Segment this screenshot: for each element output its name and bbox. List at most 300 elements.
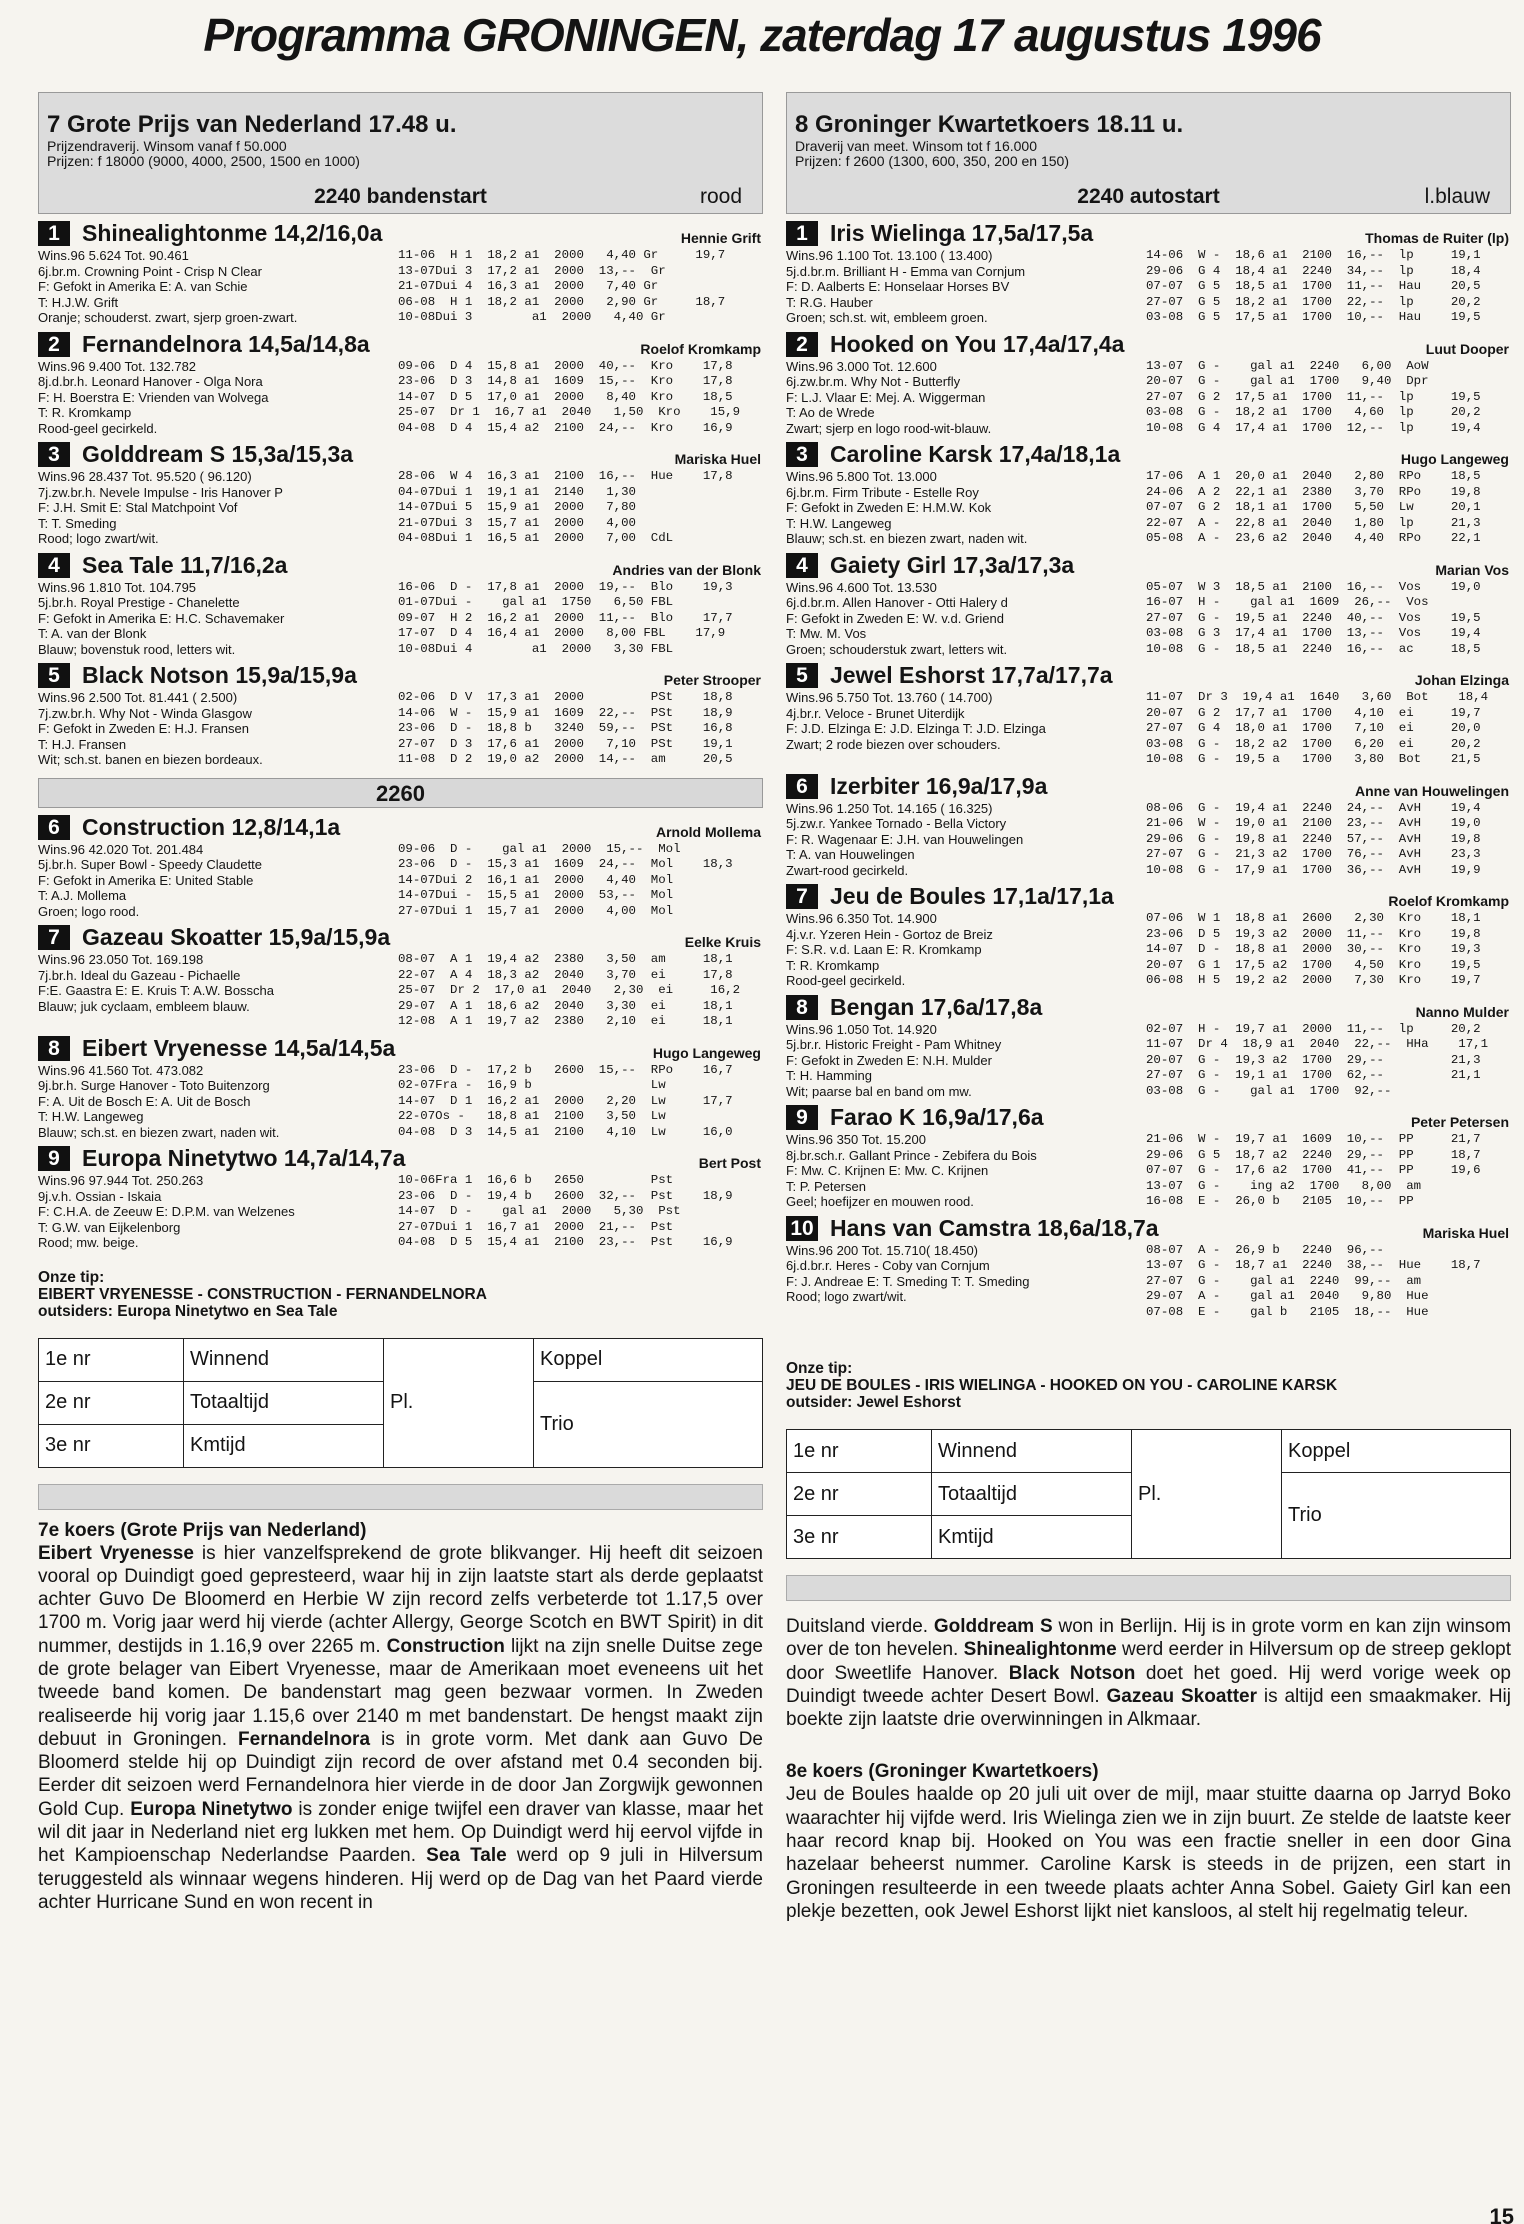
race-result-line: 17-06 A 1 20,0 a1 2040 2,80 RPo 18,5 — [1146, 469, 1481, 483]
race-result-line: 29-07 A - gal a1 2040 9,80 Hue — [1146, 1289, 1429, 1303]
start-number: 5 — [38, 663, 70, 688]
horse-info-line: Wit; sch.st. banen en biezen bordeaux. — [38, 752, 263, 767]
horse-info-line: Rood; logo zwart/wit. — [786, 1289, 907, 1304]
horse-info-line: Wins.96 97.944 Tot. 250.263 — [38, 1173, 204, 1188]
horse-info-line: Rood-geel gecirkeld. — [38, 420, 158, 436]
race-result-line: 21-06 W - 19,7 a1 1609 10,-- PP 21,7 — [1146, 1132, 1481, 1146]
race-result-line: 14-07 D 5 17,0 a1 2000 8,40 Kro 18,5 — [398, 389, 733, 404]
horse-info-line: Oranje; schouderst. zwart, sjerp groen-zwart. — [38, 310, 298, 325]
start-number: 9 — [38, 1146, 70, 1171]
race-result-line: 10-08 G 4 17,4 a1 1700 12,-- lp 19,4 — [1146, 420, 1481, 435]
race-result-line: 06-08 H 5 19,2 a2 2000 7,30 Kro 19,7 — [1146, 973, 1481, 987]
start-number: 3 — [38, 442, 70, 467]
horse-info — [786, 580, 1146, 658]
horse-info — [786, 469, 1146, 547]
driver-name: Johan Elzinga — [1414, 672, 1509, 688]
horse-info-line: Zwart; 2 rode biezen over schouders. — [786, 736, 1001, 752]
recent-results — [1146, 580, 1511, 658]
horse-header — [38, 1145, 763, 1173]
horse-info-line: Wins.96 200 Tot. 15.710( 18.450) — [786, 1242, 978, 1258]
race-result-line: 06-08 H 1 18,2 a1 2000 2,90 Gr 18,7 — [398, 294, 726, 309]
race-result-line: 24-06 A 2 22,1 a1 2380 3,70 RPo 19,8 — [1146, 484, 1481, 499]
race-result-line: 11-06 H 1 18,2 a1 2000 4,40 Gr 19,7 — [398, 248, 726, 262]
race-result-line: 13-07 G - ing a2 1700 8,00 am — [1146, 1178, 1422, 1193]
horse-info-line: Wit; paarse bal en band om mw. — [786, 1083, 972, 1099]
start-number: 7 — [38, 925, 70, 950]
horse-entry — [38, 441, 763, 547]
page-title: Programma GRONINGEN, zaterdag 17 augustus 1996 — [203, 9, 1321, 61]
horse-info-line: 5j.br.h. Royal Prestige - Chanelette — [38, 595, 240, 610]
recent-results — [1146, 248, 1511, 326]
race-result-line: 20-07 G 2 17,7 a1 1700 4,10 ei 19,7 — [1146, 705, 1481, 720]
driver-name: Marian Vos — [1435, 561, 1509, 578]
race-result-line: 27-07Dui 1 15,7 a1 2000 4,00 Mol — [398, 903, 674, 918]
race-result-line: 22-07 A 4 18,3 a2 2040 3,70 ei 17,8 — [398, 967, 733, 982]
horse-info — [38, 248, 398, 326]
horse-info — [38, 469, 398, 547]
horse-header — [786, 552, 1511, 580]
recent-results — [398, 580, 763, 658]
horse-info-line: F: L.J. Vlaar E: Mej. A. Wiggerman — [786, 389, 986, 405]
article-race-7-text: Eibert Vryenesse is hier vanzelfsprekend de grote blikvanger. Hij heeft dit seizoen vooral op Duindigt goed gepresteerd, waar hij in zijn laatste start als derde geplaatst achter Guvo De Bloomerd en Herbie W zijn record zelfs verbeterde tot 1.17,5 over 1700 m. Vorig jaar werd hij vierde (achter Allergy, George Scotch en BWT Spirit) in dit nummer, destijds in 1.16,9 over 2265 m. Construction lijkt na zijn snelle Duitse zege de grote belager van Eibert Vryenesse, maar de Amerikaan moet eveneens uit het tweede band komen. De bandenstart mag geen bezwaar vormen. In Zweden realiseerde hij vorig jaar 1.15,6 over 2140 m met bandenstart. De hengst maakt zijn debuut in Groningen. Fernandelnora is in grote vorm. Met dank aan Guvo De Bloomerd stelde hij op Duindigt zijn record de over afstand met 0.4 seconden bij. Eerder dit seizoen werd Fernandelnora hier vierde in de door Jan Zorgwijk gewonnen Gold Cup. Europa Ninetytwo is zonder enige twijfel een draver van klasse, maar het wil dit jaar in Nederland niet erg lukken met hem. Op Duindigt werd hij eervol vijfde in het Kampioenschap Nederlandse Paarden. Sea Tale werd op 9 juli in Hilversum teruggesteld als winnaar wegens hinderen. Hij werd op de Dag van het Paard vierde achter Hurricane Sund en won recent in — [38, 1542, 763, 1913]
horse-name: Sea Tale 11,7/16,2a — [82, 551, 288, 578]
start-number: 1 — [38, 221, 70, 246]
horse-info-line: Wins.96 6.350 Tot. 14.900 — [786, 911, 937, 926]
horse-info-line: 6j.br.m. Firm Tribute - Estelle Roy — [786, 484, 979, 500]
horse-info-line: 7j.zw.br.h. Why Not - Winda Glasgow — [38, 705, 252, 721]
race-result-line: 25-07 Dr 2 17,0 a1 2040 2,30 ei 16,2 — [398, 983, 741, 997]
driver-name: Arnold Mollema — [655, 823, 761, 840]
horse-info-line: 8j.d.br.h. Leonard Hanover - Olga Nora — [38, 374, 263, 389]
horse-info-line: 6j.br.m. Crowning Point - Crisp N Clear — [38, 263, 262, 279]
horse-info-line: Geel; hoefijzer en mouwen rood. — [786, 1194, 974, 1209]
race-result-line: 10-08Dui 3 a1 2000 4,40 Gr — [398, 310, 666, 324]
horse-entry — [786, 441, 1511, 547]
tip-text: EIBERT VRYENESSE - CONSTRUCTION - FERNANDELNORA — [38, 1285, 487, 1303]
horse-header — [38, 662, 763, 690]
horse-info — [786, 1022, 1146, 1100]
race-color: rood — [699, 185, 742, 208]
horse-info-line: 9j.br.h. Surge Hanover - Toto Buitenzorg — [38, 1078, 270, 1093]
race-result-line: 27-07 G 5 18,2 a1 1700 22,-- lp 20,2 — [1146, 294, 1481, 309]
horse-info-line: 4j.v.r. Yzeren Hein - Gortoz de Breiz — [786, 926, 993, 942]
driver-name: Bert Post — [698, 1155, 761, 1171]
start-number: 2 — [38, 332, 70, 357]
horse-info — [38, 842, 398, 920]
race-result-line: 29-06 G 5 18,7 a2 2240 29,-- PP 18,7 — [1146, 1147, 1481, 1162]
race-result-line: 05-07 W 3 18,5 a1 2100 16,-- Vos 19,0 — [1146, 579, 1481, 594]
race-result-line: 04-08 D 3 14,5 a1 2100 4,10 Lw 16,0 — [398, 1124, 733, 1139]
driver-name: Hugo Langeweg — [652, 1044, 761, 1061]
horse-info-line: Wins.96 5.800 Tot. 13.000 — [786, 469, 937, 484]
recent-results — [398, 690, 763, 768]
race-result-line: 29-06 G 4 18,4 a1 2240 34,-- lp 18,4 — [1146, 263, 1481, 278]
race-result-line: 03-08 G - 18,2 a1 1700 4,60 lp 20,2 — [1146, 405, 1481, 419]
horse-entry — [786, 994, 1511, 1100]
horse-info-line: F: Gefokt in Amerika E: H.C. Schavemaker — [38, 610, 285, 626]
horse-entry — [786, 552, 1511, 658]
race-color: l.blauw — [1424, 185, 1490, 208]
race-result-line: 23-06 D - 15,3 a1 1609 24,-- Mol 18,3 — [398, 857, 733, 871]
driver-name: Hennie Grift — [680, 230, 761, 246]
race-result-line: 27-07 G - 21,3 a2 1700 76,-- AvH 23,3 — [1146, 847, 1481, 861]
bet-field-trio[interactable]: Trio — [534, 1381, 763, 1467]
bet-field-winnend[interactable]: Winnend — [932, 1430, 1132, 1473]
horse-info-line: Zwart; sjerp en logo rood-wit-blauw. — [786, 420, 992, 436]
race-title: 8 Groninger Kwartetkoers 18.11 u. — [795, 111, 1184, 138]
race-7-horses — [38, 220, 763, 1251]
horse-info — [786, 359, 1146, 437]
horse-info-line: F:E. Gaastra E: E. Kruis T: A.W. Bosscha — [38, 983, 275, 998]
horse-header — [38, 331, 763, 359]
horse-info — [786, 801, 1146, 879]
bet-field-pl[interactable]: Pl. — [384, 1338, 534, 1467]
horse-info-line: 7j.br.h. Ideal du Gazeau - Pichaelle — [38, 967, 241, 983]
distance-band: 2260 — [38, 778, 763, 808]
horse-info-line: Wins.96 3.000 Tot. 12.600 — [786, 358, 937, 374]
horse-header — [786, 441, 1511, 469]
start-number: 2 — [786, 332, 818, 357]
horse-info-line: T: Ao de Wrede — [786, 405, 875, 420]
horse-name: Caroline Karsk 17,4a/18,1a — [830, 441, 1121, 467]
horse-header — [786, 662, 1511, 690]
start-number: 4 — [786, 553, 818, 578]
start-number: 10 — [786, 1216, 818, 1241]
horse-info-line: 5j.d.br.m. Brilliant H - Emma van Cornjum — [786, 263, 1026, 279]
horse-header — [786, 883, 1511, 911]
tip-text: JEU DE BOULES - IRIS WIELINGA - HOOKED ON YOU - CAROLINE KARSK — [786, 1377, 1338, 1394]
race-result-line: 14-07Dui 2 16,1 a1 2000 4,40 Mol — [398, 872, 674, 887]
bet-field-kmtijd[interactable]: Kmtijd — [184, 1424, 384, 1467]
race-result-line: 03-08 G 5 17,5 a1 1700 10,-- Hau 19,5 — [1146, 310, 1481, 324]
driver-name: Nanno Mulder — [1415, 1003, 1509, 1020]
horse-info — [786, 690, 1146, 768]
horse-header — [786, 1215, 1511, 1243]
horse-entry — [38, 924, 763, 1030]
horse-info-line: F: D. Aalberts E: Honselaar Horses BV — [786, 279, 1010, 294]
horse-entry — [786, 1104, 1511, 1210]
horse-info — [38, 359, 398, 437]
horse-info-line: F: J.D. Elzinga E: J.D. Elzinga T: J.D. Elzinga — [786, 721, 1046, 736]
bet-row-label: 3e nr — [39, 1424, 184, 1467]
outsiders-text: outsider: Jewel Eshorst — [786, 1394, 961, 1411]
race-result-line: 12-08 A 1 19,7 a2 2380 2,10 ei 18,1 — [398, 1014, 733, 1028]
horse-info-line: T: R.G. Hauber — [786, 294, 873, 310]
race-prizes: Prijzen: f 2600 (1300, 600, 350, 200 en 150) — [795, 153, 1069, 169]
driver-name: Roelof Kromkamp — [640, 340, 761, 357]
race-result-line: 07-07 G 5 18,5 a1 1700 11,-- Hau 20,5 — [1146, 279, 1481, 293]
race-result-line: 28-06 W 4 16,3 a1 2100 16,-- Hue 17,8 — [398, 469, 733, 483]
recent-results — [398, 469, 763, 547]
horse-info-line: T: R. Kromkamp — [38, 405, 132, 420]
recent-results — [398, 842, 763, 920]
race-result-line: 13-07Dui 3 17,2 a1 2000 13,-- Gr — [398, 263, 666, 278]
horse-name: Izerbiter 16,9a/17,9a — [830, 772, 1048, 799]
race-result-line: 04-08 D 5 15,4 a1 2100 23,-- Pst 16,9 — [398, 1235, 733, 1249]
horse-info — [38, 580, 398, 658]
race-result-line: 13-07 G - 18,7 a1 2240 38,-- Hue 18,7 — [1146, 1258, 1481, 1272]
horse-info-line: 9j.v.h. Ossian - Iskaia — [38, 1188, 162, 1204]
start-number: 8 — [786, 995, 818, 1020]
race-result-line: 27-07 G - 19,5 a1 2240 40,-- Vos 19,5 — [1146, 610, 1481, 625]
horse-info-line: F: C.H.A. de Zeeuw E: D.P.M. van Welzenes — [38, 1204, 295, 1219]
article-race-8-heading: 8e koers (Groninger Kwartetkoers) — [786, 1761, 1099, 1783]
race-result-line: 14-06 W - 15,9 a1 1609 22,-- PSt 18,9 — [398, 705, 733, 720]
race-result-line: 20-07 G - 19,3 a2 1700 29,-- 21,3 — [1146, 1052, 1481, 1067]
horse-info-line: F: Gefokt in Zweden E: H.M.W. Kok — [786, 500, 992, 515]
horse-info-line: Wins.96 1.100 Tot. 13.100 ( 13.400) — [786, 248, 993, 263]
recent-results — [1146, 359, 1511, 437]
driver-name: Mariska Huel — [1422, 1224, 1509, 1241]
race-result-line: 05-08 A - 23,6 a2 2040 4,40 RPo 22,1 — [1146, 531, 1481, 545]
recent-results — [1146, 469, 1511, 547]
horse-entry — [38, 220, 763, 326]
article-race-8-text: Jeu de Boules haalde op 20 juli uit over de mijl, maar stuitte daarna op Jarryd Boko waarachter hij vijfde werd. Iris Wielinga zien we in zijn buurt. Ze stelde de laatste keer haar record knap bij. Hooked on You was een fractie sneller in een door Gina hazelaar beheerst nummer. Caroline Karsk is steeds in de prijzen, een start in Groningen resulteerde in een tweede plaats achter Anna Sobel. Gaiety Girl kan een plekje bezetten, ook Jewel Eshorst lijkt niet kansloos, al stelt hij regelmatig teleur. — [786, 1784, 1511, 1922]
horse-header — [38, 220, 763, 248]
bet-field-kmtijd[interactable]: Kmtijd — [932, 1516, 1132, 1559]
horse-info-line: Wins.96 23.050 Tot. 169.198 — [38, 952, 204, 967]
horse-info-line: F: A. Uit de Bosch E: A. Uit de Bosch — [38, 1093, 251, 1109]
horse-info-line: 6j.d.br.m. Allen Hanover - Otti Halery d — [786, 595, 1008, 610]
race-result-line: 14-07Dui 5 15,9 a1 2000 7,80 — [398, 500, 636, 514]
horse-entry — [786, 1215, 1511, 1321]
tip-label: Onze tip: — [786, 1360, 853, 1377]
horse-name: Bengan 17,6a/17,8a — [830, 993, 1043, 1020]
horse-info-line: 6j.zw.br.m. Why Not - Butterfly — [786, 374, 961, 389]
bet-row-label: 1e nr — [39, 1338, 184, 1381]
race-result-line: 16-07 H - gal a1 1609 26,-- Vos — [1146, 595, 1429, 609]
horse-info-line: T: H.J.W. Grift — [38, 294, 119, 310]
start-type: 2240 autostart — [1077, 185, 1220, 208]
horse-info — [38, 1063, 398, 1141]
horse-header — [38, 814, 763, 842]
horse-info-line: T: H.W. Langeweg — [38, 1109, 144, 1124]
horse-header — [786, 994, 1511, 1022]
horse-header — [38, 924, 763, 952]
horse-header — [38, 552, 763, 580]
race-result-line: 27-07 G 2 17,5 a1 1700 11,-- lp 19,5 — [1146, 389, 1481, 404]
horse-info — [38, 952, 398, 1030]
race-result-line: 13-07 G - gal a1 2240 6,00 AoW — [1146, 358, 1429, 373]
start-number: 6 — [38, 815, 70, 840]
start-number: 7 — [786, 884, 818, 909]
horse-header — [786, 331, 1511, 359]
horse-header — [786, 773, 1511, 801]
bet-field-pl[interactable]: Pl. — [1132, 1430, 1282, 1559]
race-result-line: 03-08 G 3 17,4 a1 1700 13,-- Vos 19,4 — [1146, 626, 1481, 640]
bet-field-koppel[interactable]: Koppel — [534, 1338, 763, 1381]
driver-name: Mariska Huel — [674, 451, 761, 467]
horse-info-line: Groen; logo rood. — [38, 903, 140, 919]
horse-info — [786, 911, 1146, 989]
horse-info-line: Wins.96 5.750 Tot. 13.760 ( 14.700) — [786, 690, 993, 705]
horse-info-line: Rood; mw. beige. — [38, 1235, 139, 1250]
horse-entry — [38, 814, 763, 920]
horse-info-line: Blauw; juk cyclaam, embleem blauw. — [38, 998, 250, 1014]
race-result-line: 03-08 G - 18,2 a2 1700 6,20 ei 20,2 — [1146, 736, 1481, 751]
race-result-line: 23-06 D - 19,4 b 2600 32,-- Pst 18,9 — [398, 1188, 733, 1203]
recent-results — [1146, 911, 1511, 989]
horse-info-line: Zwart-rood gecirkeld. — [786, 862, 909, 878]
race-8-header — [786, 92, 1511, 214]
start-number: 5 — [786, 663, 818, 688]
race-result-line: 07-08 E - gal b 2105 18,-- Hue — [1146, 1304, 1429, 1319]
horse-info-line: F: R. Wagenaar E: J.H. van Houwelingen — [786, 831, 1024, 847]
race-result-line: 23-06 D - 18,8 b 3240 59,-- PSt 16,8 — [398, 721, 733, 735]
horse-info-line: F: Gefokt in Amerika E: A. van Schie — [38, 279, 248, 294]
driver-name: Thomas de Ruiter (lp) — [1365, 230, 1509, 246]
race-result-line: 27-07 G - 19,1 a1 1700 62,-- 21,1 — [1146, 1068, 1481, 1082]
race-result-line: 02-07 H - 19,7 a1 2000 11,-- lp 20,2 — [1146, 1021, 1481, 1036]
race-result-line: 14-06 W - 18,6 a1 2100 16,-- lp 19,1 — [1146, 248, 1481, 262]
race-result-line: 23-06 D 5 19,3 a2 2000 11,-- Kro 19,8 — [1146, 926, 1481, 941]
bet-field-trio[interactable]: Trio — [1282, 1473, 1511, 1559]
start-number: 9 — [786, 1105, 818, 1130]
horse-info-line: 8j.br.sch.r. Gallant Prince - Zebifera du Bois — [786, 1147, 1037, 1163]
race-result-line: 14-07 D 1 16,2 a1 2000 2,20 Lw 17,7 — [398, 1093, 733, 1108]
race-result-line: 23-06 D 3 14,8 a1 1609 15,-- Kro 17,8 — [398, 374, 733, 388]
outsiders-text: outsiders: Europa Ninetytwo en Sea Tale — [38, 1302, 338, 1320]
bet-row-label: 3e nr — [787, 1516, 932, 1559]
horse-info-line: T: G.W. van Eijkelenborg — [38, 1219, 181, 1235]
race-result-line: 07-07 G - 17,6 a2 1700 41,-- PP 19,6 — [1146, 1163, 1481, 1177]
race-7-column — [38, 92, 763, 1914]
horse-entry — [38, 552, 763, 658]
race-8-horses — [786, 220, 1511, 1320]
race-result-line: 01-07Dui - gal a1 1750 6,50 FBL — [398, 595, 674, 609]
horse-info-line: Wins.96 5.624 Tot. 90.461 — [38, 248, 189, 263]
race-result-line: 27-07 D 3 17,6 a1 2000 7,10 PSt 19,1 — [398, 736, 733, 751]
horse-info-line: F: S.R. v.d. Laan E: R. Kromkamp — [786, 942, 982, 957]
driver-name: Hugo Langeweg — [1400, 451, 1509, 467]
driver-name: Andries van der Blonk — [612, 561, 761, 578]
horse-info-line: Wins.96 1.810 Tot. 104.795 — [38, 579, 197, 595]
horse-entry — [786, 331, 1511, 437]
race-result-line: 16-08 E - 26,0 b 2105 10,-- PP — [1146, 1194, 1414, 1208]
race-result-line: 09-06 D 4 15,8 a1 2000 40,-- Kro 17,8 — [398, 358, 733, 373]
driver-name: Eelke Kruis — [684, 934, 761, 950]
horse-info-line: Blauw; sch.st. en biezen zwart, naden wit. — [38, 1124, 280, 1140]
horse-info-line: Wins.96 28.437 Tot. 95.520 ( 96.120) — [38, 469, 252, 484]
recent-results — [398, 952, 763, 1030]
race-7-tip — [38, 1269, 763, 1320]
horse-entry — [38, 662, 763, 768]
bet-field-koppel[interactable]: Koppel — [1282, 1430, 1511, 1473]
horse-name: Gazeau Skoatter 15,9a/15,9a — [82, 924, 391, 950]
driver-name: Anne van Houwelingen — [1354, 782, 1509, 799]
horse-entry — [786, 773, 1511, 879]
race-result-line: 23-06 D - 17,2 b 2600 15,-- RPo 16,7 — [398, 1062, 733, 1077]
bet-form-race-7 — [38, 1338, 763, 1468]
horse-info-line: F: J. Andreae E: T. Smeding T: T. Smeding — [786, 1273, 1030, 1289]
horse-name: Jewel Eshorst 17,7a/17,7a — [830, 662, 1113, 688]
horse-entry — [786, 883, 1511, 989]
race-result-line: 09-07 H 2 16,2 a1 2000 11,-- Blo 17,7 — [398, 610, 733, 625]
race-result-line: 14-07 D - gal a1 2000 5,30 Pst — [398, 1204, 681, 1218]
bet-field-winnend[interactable]: Winnend — [184, 1338, 384, 1381]
race-result-line: 20-07 G - gal a1 1700 9,40 Dpr — [1146, 374, 1429, 388]
horse-name: Farao K 16,9a/17,6a — [830, 1104, 1044, 1130]
bet-field-totaaltijd[interactable]: Totaaltijd — [184, 1381, 384, 1424]
race-result-line: 22-07 A - 22,8 a1 2040 1,80 lp 21,3 — [1146, 515, 1481, 530]
article-race-7-heading: 7e koers (Grote Prijs van Nederland) — [38, 1519, 367, 1541]
horse-info-line: T: H. Hamming — [786, 1068, 872, 1083]
horse-info-line: Wins.96 2.500 Tot. 81.441 ( 2.500) — [38, 690, 238, 705]
horse-name: Construction 12,8/14,1a — [82, 813, 341, 840]
race-result-line: 02-07Fra - 16,9 b Lw — [398, 1078, 666, 1092]
horse-name: Hooked on You 17,4a/17,4a — [830, 330, 1125, 357]
article-race-7-continued: Duitsland vierde. Golddream S won in Berlijn. Hij is in grote vorm en kan zijn winsom over de ton hevelen. Shinealightonme werd eerder in Hilversum op de streep geklopt door Sweetlife Hanover. Black Notson doet het goed. Hij werd vorige week op Duindigt tweede achter Desert Bowl. Gazeau Skoatter is altijd een smaakmaker. Hij boekte zijn laatste drie overwinningen in Alkmaar. — [786, 1616, 1512, 1731]
horse-info-line: 7j.zw.br.h. Nevele Impulse - Iris Hanover P — [38, 484, 283, 500]
race-result-line: 10-08Dui 4 a1 2000 3,30 FBL — [398, 641, 674, 656]
race-result-line: 04-08 D 4 15,4 a2 2100 24,-- Kro 16,9 — [398, 420, 733, 435]
race-result-line: 22-07Os - 18,8 a1 2100 3,50 Lw — [398, 1109, 666, 1123]
race-8-tip — [786, 1360, 1511, 1411]
race-result-line: 14-07Dui - 15,5 a1 2000 53,-- Mol — [398, 888, 674, 902]
race-result-line: 11-07 Dr 3 19,4 a1 1640 3,60 Bot 18,4 — [1146, 690, 1489, 704]
race-result-line: 04-07Dui 1 19,1 a1 2140 1,30 — [398, 484, 636, 499]
horse-info-line: F: Mw. C. Krijnen E: Mw. C. Krijnen — [786, 1163, 989, 1178]
horse-info-line: Wins.96 1.050 Tot. 14.920 — [786, 1021, 937, 1037]
race-result-line: 11-07 Dr 4 18,9 a1 2040 22,-- HHa 17,1 — [1146, 1037, 1489, 1051]
horse-entry — [38, 1145, 763, 1251]
recent-results — [1146, 801, 1511, 879]
race-conditions: Prijzendraverij. Winsom vanaf f 50.000 — [47, 138, 287, 154]
horse-name: Golddream S 15,3a/15,3a — [82, 441, 354, 467]
horse-info-line: Blauw; bovenstuk rood, letters wit. — [38, 641, 236, 657]
race-title: 7 Grote Prijs van Nederland 17.48 u. — [47, 111, 457, 138]
start-number: 8 — [38, 1036, 70, 1061]
horse-info — [786, 1243, 1146, 1321]
race-result-line: 17-07 D 4 16,4 a1 2000 8,00 FBL 17,9 — [398, 626, 726, 640]
race-result-line: 27-07 G - gal a1 2240 99,-- am — [1146, 1273, 1422, 1288]
driver-name: Roelof Kromkamp — [1388, 893, 1509, 909]
horse-info-line: T: R. Kromkamp — [786, 957, 880, 973]
horse-info-line: T: A.J. Mollema — [38, 888, 127, 903]
horse-info-line: Wins.96 350 Tot. 15.200 — [786, 1132, 926, 1147]
horse-info-line: Wins.96 4.600 Tot. 13.530 — [786, 579, 937, 595]
horse-info-line: T: H.W. Langeweg — [786, 515, 892, 531]
bet-field-totaaltijd[interactable]: Totaaltijd — [932, 1473, 1132, 1516]
horse-entry — [786, 662, 1511, 768]
horse-name: Fernandelnora 14,5a/14,8a — [82, 330, 370, 357]
divider-bar — [786, 1575, 1511, 1601]
start-number: 4 — [38, 553, 70, 578]
horse-info-line: Rood; logo zwart/wit. — [38, 531, 159, 546]
horse-info-line: Blauw; sch.st. en biezen zwart, naden wit. — [786, 531, 1028, 546]
horse-info-line: Rood-geel gecirkeld. — [786, 973, 906, 988]
start-type: 2240 bandenstart — [314, 185, 487, 208]
race-result-line: 27-07Dui 1 16,7 a1 2000 21,-- Pst — [398, 1219, 674, 1234]
race-7-header — [38, 92, 763, 214]
horse-info-line: F: J.H. Smit E: Stal Matchpoint Vof — [38, 500, 238, 515]
race-result-line: 08-07 A 1 19,4 a2 2380 3,50 am 18,1 — [398, 952, 733, 966]
horse-info-line: Groen; sch.st. wit, embleem groen. — [786, 310, 988, 325]
horse-info-line: F: Gefokt in Zweden E: H.J. Fransen — [38, 721, 249, 736]
horse-entry — [38, 331, 763, 437]
recent-results — [398, 1063, 763, 1141]
horse-info — [38, 690, 398, 768]
race-result-line: 10-08 G - 17,9 a1 1700 36,-- AvH 19,9 — [1146, 862, 1481, 877]
driver-name: Peter Petersen — [1410, 1114, 1509, 1130]
horse-info-line: F: Gefokt in Zweden E: W. v.d. Griend — [786, 610, 1004, 626]
horse-info — [786, 248, 1146, 326]
race-result-line: 29-06 G - 19,8 a1 2240 57,-- AvH 19,8 — [1146, 831, 1481, 846]
horse-name: Gaiety Girl 17,3a/17,3a — [830, 551, 1075, 578]
horse-header — [786, 1104, 1511, 1132]
horse-name: Iris Wielinga 17,5a/17,5a — [830, 220, 1094, 246]
horse-entry — [38, 1035, 763, 1141]
